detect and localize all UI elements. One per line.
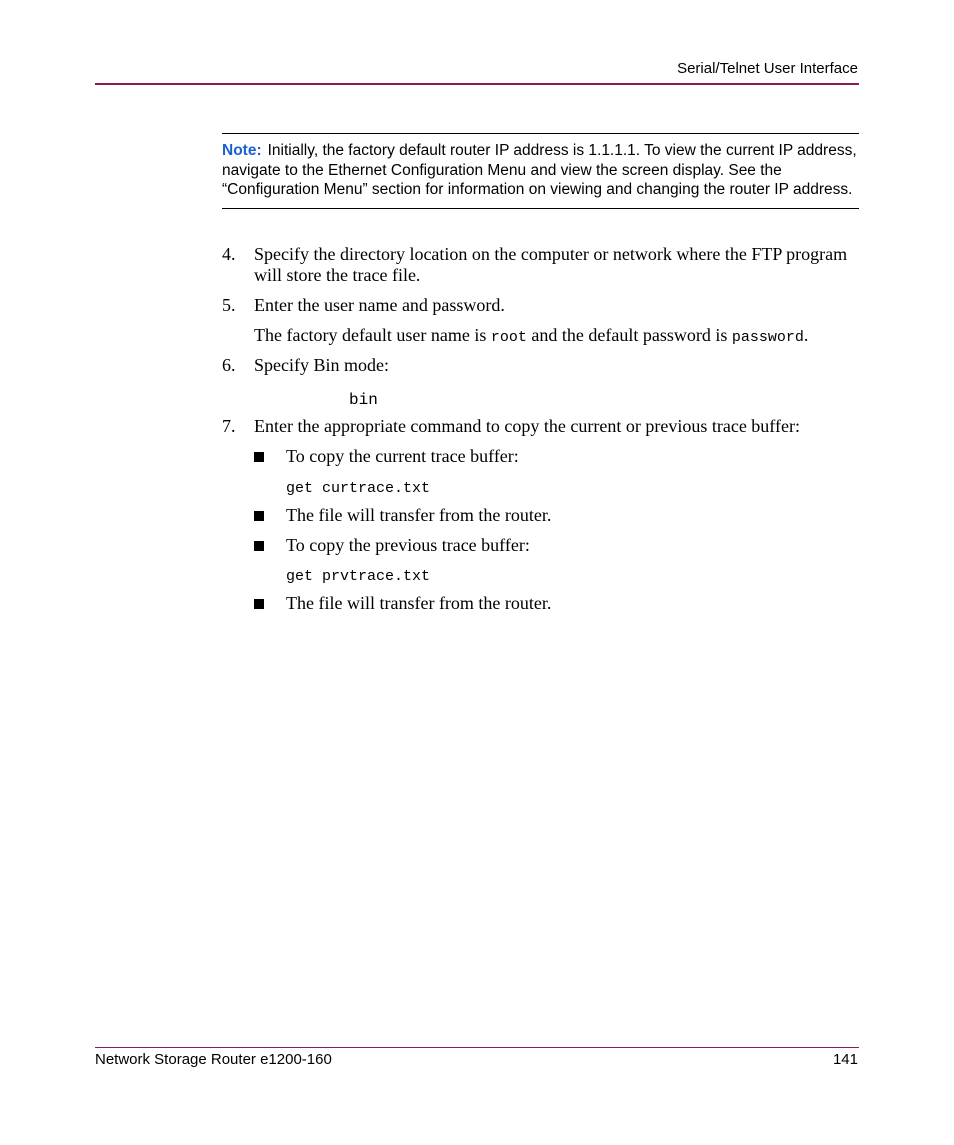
square-bullet-icon bbox=[254, 452, 264, 462]
square-bullet-icon bbox=[254, 541, 264, 551]
note-text: Initially, the factory default router IP address is 1.1.1.1. To view the current IP address, navigate to the Ethernet Configuration Menu and view the screen display. See the “Configuration Menu” section for information on viewing and changing the router IP address. bbox=[222, 142, 857, 198]
step-text: Enter the appropriate command to copy the current or previous trace buffer: bbox=[254, 416, 800, 436]
get-previous-command: get prvtrace.txt bbox=[286, 568, 431, 585]
credentials-text: The factory default user name is bbox=[254, 325, 491, 345]
step-text: Enter the user name and password. bbox=[254, 295, 505, 315]
step-text: Specify the directory location on the computer or network where the FTP program will store the trace file. bbox=[254, 244, 848, 285]
bullet-text: To copy the previous trace buffer: bbox=[286, 535, 530, 555]
step-number: 7. bbox=[222, 416, 236, 436]
default-password: password bbox=[731, 329, 804, 346]
footer-product-name: Network Storage Router e1200-160 bbox=[95, 1051, 332, 1068]
running-header: Serial/Telnet User Interface bbox=[677, 60, 858, 77]
credentials-text: . bbox=[803, 325, 809, 345]
square-bullet-icon bbox=[254, 511, 264, 521]
page-number: 141 bbox=[832, 1051, 858, 1068]
bin-command: bin bbox=[349, 391, 378, 409]
credentials-text: and the default password is bbox=[526, 325, 732, 345]
step-number: 4. bbox=[222, 244, 236, 264]
step-number: 5. bbox=[222, 295, 236, 315]
bullet-text: The file will transfer from the router. bbox=[286, 593, 552, 613]
bullet-text: To copy the current trace buffer: bbox=[286, 446, 519, 466]
get-current-command: get curtrace.txt bbox=[286, 480, 431, 497]
default-username: root bbox=[490, 329, 527, 346]
bullet-text: The file will transfer from the router. bbox=[286, 505, 552, 525]
step-number: 6. bbox=[222, 355, 236, 375]
header-rule bbox=[95, 83, 859, 85]
note-box bbox=[222, 133, 859, 209]
note-label: Note: bbox=[222, 142, 262, 159]
square-bullet-icon bbox=[254, 599, 264, 609]
default-credentials-paragraph bbox=[254, 325, 808, 348]
step-text: Specify Bin mode: bbox=[254, 355, 389, 375]
footer-rule bbox=[95, 1047, 859, 1048]
